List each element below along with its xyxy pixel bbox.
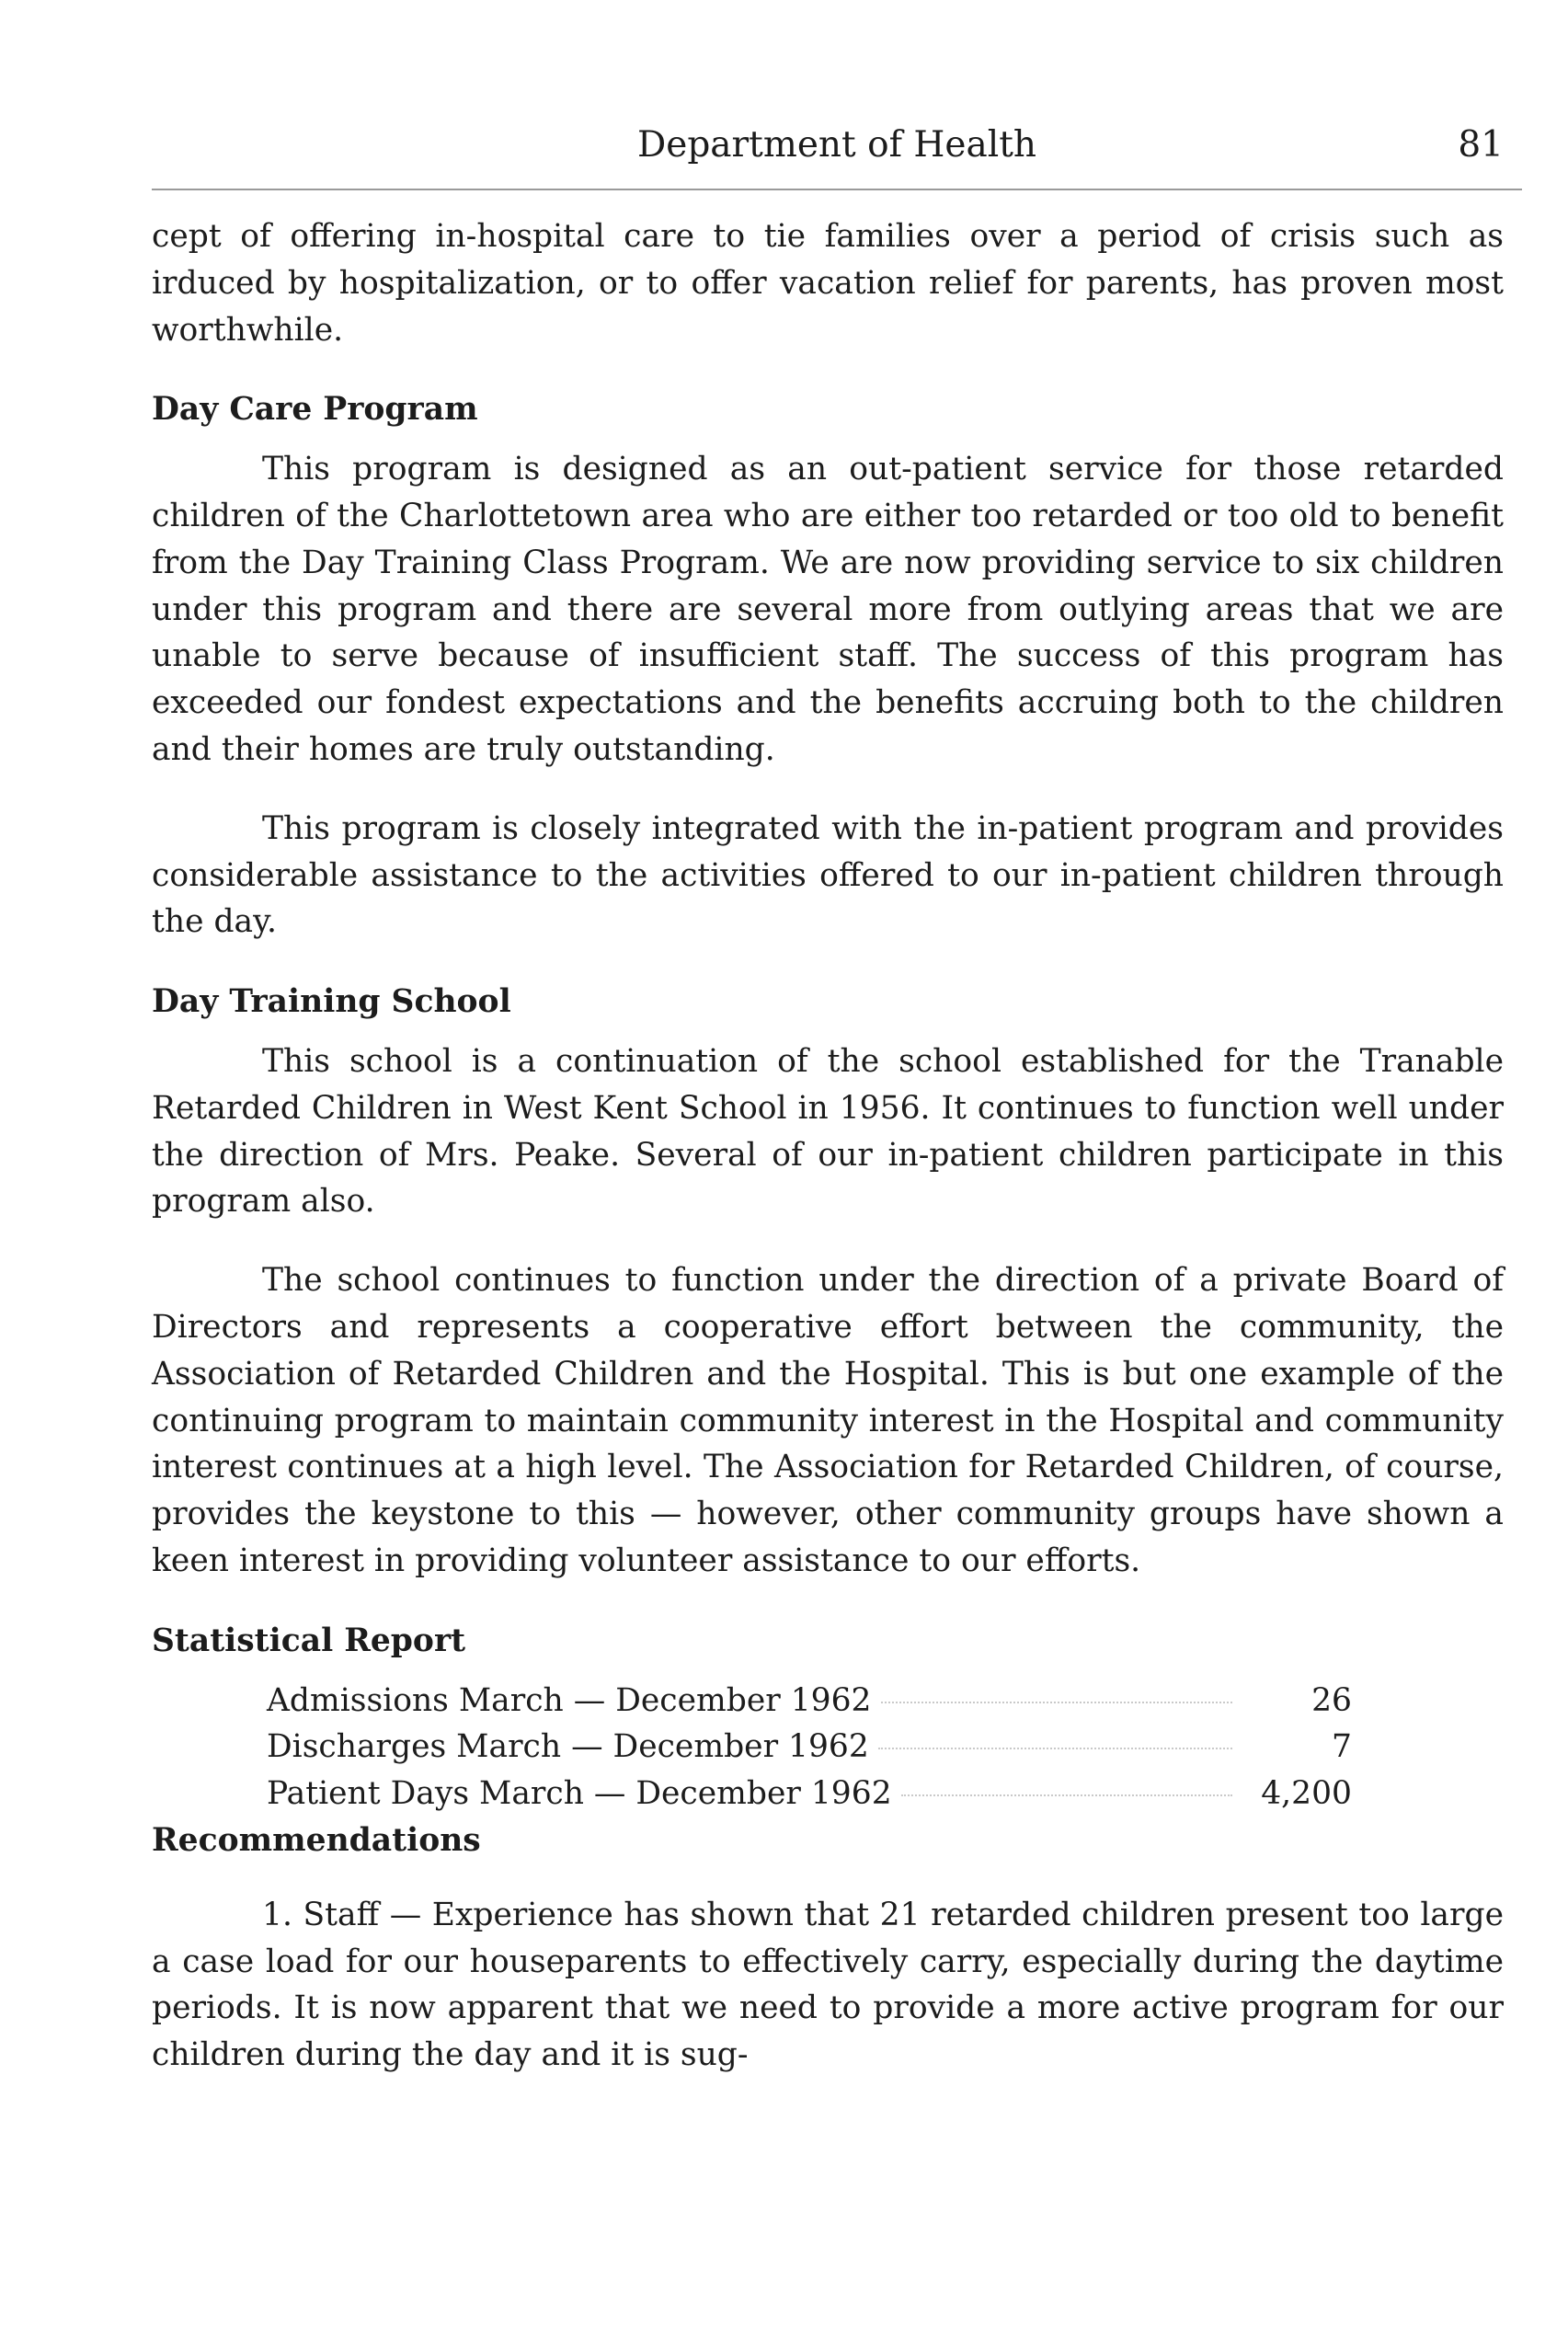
dot-leader	[878, 1748, 1232, 1749]
statistics-table	[152, 1678, 1352, 1817]
day-care-heading: Day Care Program	[152, 391, 478, 429]
day-care-paragraph-1: This program is designed as an out-patient service for those retarded children of the Charlottetown area who are either too retarded or too old to benefit from the Day Training Class Program. We are now providing service to six children under this program and there are several more from outlying areas that we are unable to serve because of insufficient staff. The success of this program has exceeded our fondest expectations and the benefits accruing both to the children and their homes are truly outstanding.	[152, 451, 1504, 768]
day-training-paragraph-2: The school continues to function under the direction of a private Board of Directors and represents a cooperative effort between the community, the Association of Retarded Children and the Hospital. This is but one example of the continuing program to maintain community interest in the Hospital and community interest continues at a high level. The Association for Retarded Children, of course, provides the keystone to this — however, other community groups have shown a keen interest in providing volunteer assistance to our efforts.	[152, 1262, 1504, 1579]
stat-row-admissions	[267, 1678, 1352, 1725]
stat-label: Admissions March — December 1962	[267, 1681, 872, 1719]
stat-value: 4,200	[1261, 1775, 1352, 1813]
dot-leader	[881, 1702, 1232, 1703]
running-title: Department of Health	[636, 124, 1037, 166]
stat-row-discharges	[267, 1724, 1352, 1771]
intro-paragraph: cept of offering in-hospital care to tie families over a period of crisis such as irduced by hospitalization, or to offer vacation relief for parents, has proven most worthwhile.	[152, 218, 1504, 349]
page-number: 81	[1458, 124, 1504, 166]
day-care-paragraph-2: This program is closely integrated with the in-patient program and provides considerable assistance to the activities offered to our in-patient children through the day.	[152, 809, 1504, 941]
page-header	[152, 124, 1522, 179]
recommendations-heading: Recommendations	[152, 1821, 481, 1859]
recommendation-paragraph-1: 1. Staff — Experience has shown that 21 retarded children present too large a case load for our houseparents to effectively carry, especially during the daytime periods. It is now apparent that we need to provide a more active program for our children during the day and it is sug-	[152, 1896, 1504, 2074]
day-training-heading: Day Training School	[152, 983, 511, 1021]
day-training-paragraph-1: This school is a continuation of the school established for the Tranable Retarded Children in West Kent School in 1956. It continues to function well under the direction of Mrs. Peake. Several of our in-patient children participate in this program also.	[152, 1042, 1504, 1221]
stat-label: Discharges March — December 1962	[267, 1728, 869, 1766]
header-rule	[152, 189, 1522, 190]
stat-value: 26	[1311, 1681, 1352, 1719]
stat-value: 7	[1332, 1728, 1352, 1766]
stat-row-patient-days	[267, 1771, 1352, 1817]
statistical-report-heading: Statistical Report	[152, 1622, 466, 1659]
page-body	[152, 213, 1504, 2079]
stat-label: Patient Days March — December 1962	[267, 1775, 892, 1813]
dot-leader	[901, 1794, 1232, 1796]
